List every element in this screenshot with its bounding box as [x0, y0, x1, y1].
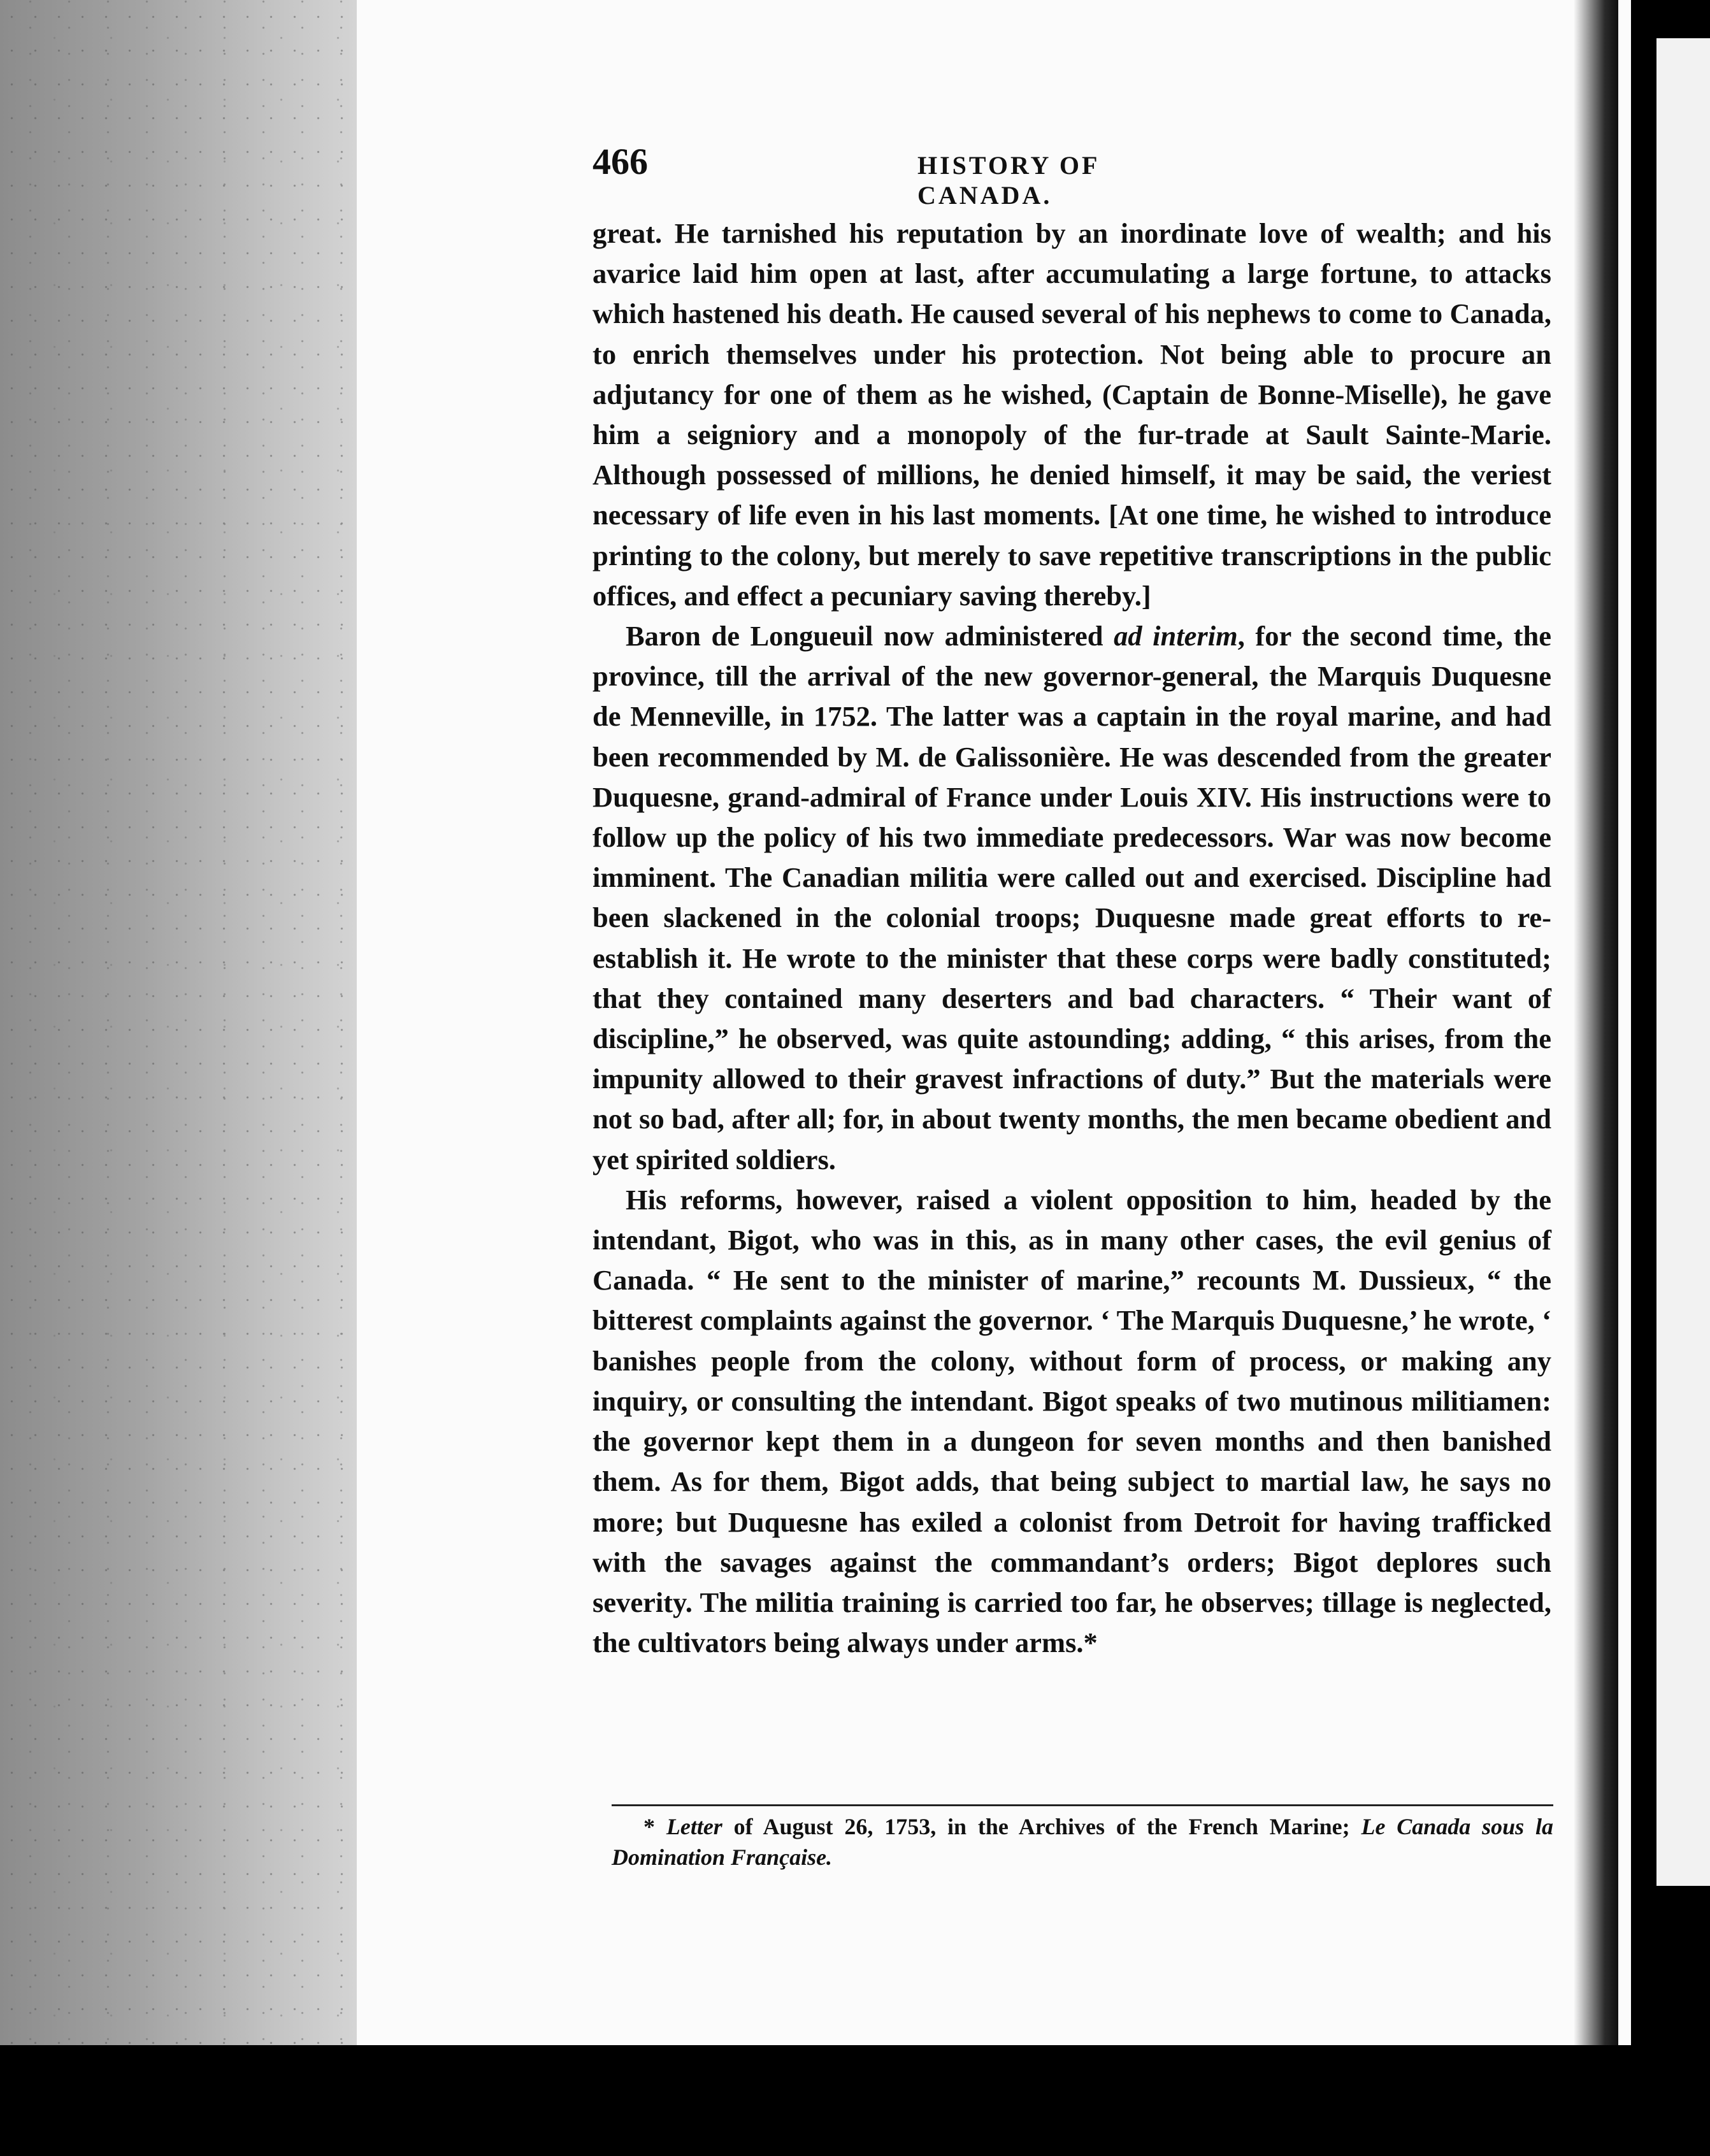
paragraph-text: Baron de Longueuil now administered [626, 620, 1114, 652]
gutter-shadow [1574, 0, 1618, 2156]
footnote-source-title: Le Canada sous la Domination Française. [612, 1814, 1554, 1870]
footnote [612, 1811, 1553, 1872]
paragraph: great. He tarnished his reputation by an inordinate love of wealth; and his avarice laid him open at last, after accumulating a large fortune, to attacks which hastened his death. He caused several of his nephews to come to Canada, to enrich themselves under his protection. Not being able to procure an adjutancy for one of them as he wished, (Captain de Bonne-Miselle), he gave him a seigniory and a monopoly of the fur-trade at Sault Sainte-Marie. Although possessed of millions, he denied himself, it may be said, the veriest necessary of life even in his last moments. [At one time, he wished to introduce printing to the colony, but merely to save repetitive transcriptions in the public offices, and effect a pecuniary saving thereby.] [593, 217, 1551, 612]
paragraph [593, 616, 1551, 1180]
page-edge-speckle [0, 0, 395, 2156]
paragraph-text: , for the second time, the province, till the arrival of the new governor-general, the Marquis Duquesne de Menneville, in 1752. The latter was a captain in the royal marine, and had been recommended by M. de Galissonière. He was descended from the greater Duquesne, grand-admiral of France under Louis XIV. His instructions were to follow up the policy of his two immediate predecessors. War was now become imminent. The Canadian militia were called out and exercised. Discipline had been slackened in the colonial troops; Duquesne made great efforts to re-establish it. He wrote to the minister that these corps were badly constituted; that they contained many deserters and bad characters. “ Their want of discipline,” he observed, was quite astounding; adding, “ this arises, from the impunity allowed to their gravest infractions of duty.” But the materials were not so bad, after all; for, in about twenty months, the men became obedient and yet spirited soldiers. [593, 620, 1551, 1175]
facing-page-edge [1656, 38, 1710, 1886]
footnote-divider [612, 1804, 1553, 1806]
page-number: 466 [593, 141, 648, 182]
paragraph: His reforms, however, raised a violent opposition to him, headed by the intendant, Bigot, who was in this, as in many other cases, the evil genius of Canada. “ He sent to the minister of marine,” recounts M. Dussieux, “ the bitterest complaints against the governor. ‘ The Marquis Duquesne,’ he wrote, ‘ banishes people from the colony, without form of process, or making any inquiry, or consulting the intendant. Bigot speaks of two mutinous militiamen: the governor kept them in a dungeon for seven months and then banished them. As for them, Bigot adds, that being subject to martial law, he says no more; but Duquesne has exiled a colonist from Detroit for having trafficked with the savages against the commandant’s orders; Bigot deplores such severity. The militia training is carried too far, he observes; tillage is neglected, the cultivators being always under arms.* [593, 1183, 1551, 1659]
footnote-text: of August 26, 1753, in the Archives of the French Marine; [722, 1814, 1362, 1839]
footnote-italic: Letter [666, 1814, 722, 1839]
scan-bottom-margin [0, 2045, 1710, 2156]
footnote-marker: * [643, 1814, 655, 1839]
italic-phrase: ad interim [1114, 620, 1238, 652]
running-title: HISTORY OF CANADA. [917, 151, 1099, 210]
running-head [593, 140, 1230, 210]
body-text [593, 213, 1551, 1663]
